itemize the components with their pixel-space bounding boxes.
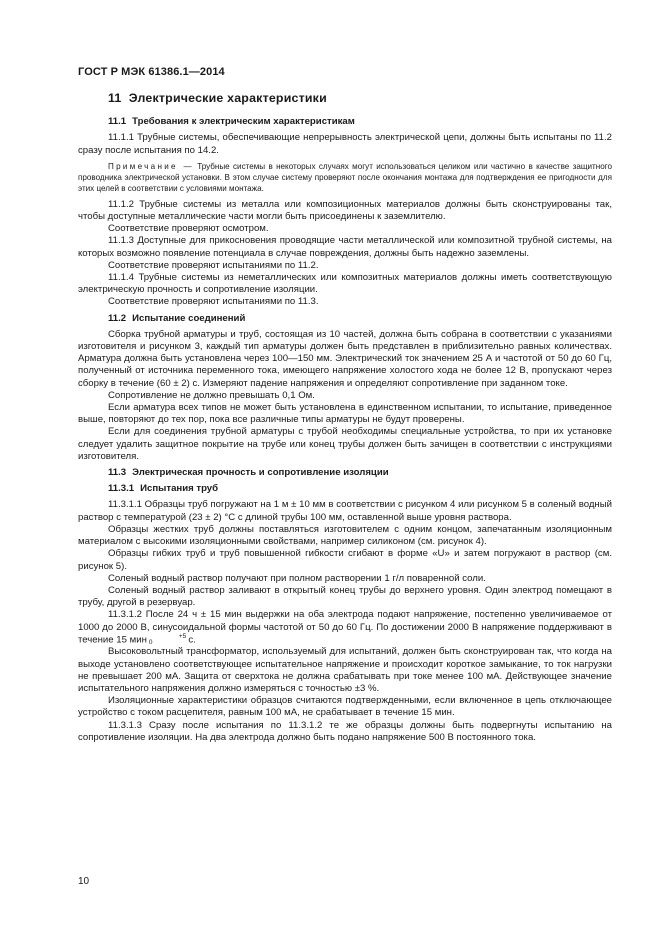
note-text: Трубные системы в некоторых случаях могут использоваться целиком или частично в качестве защитного проводника электрической установки. В этом случае систему проверяют после окончания монтажа для подтверждения ее пригодности для этих целей в соответствии с условиями монтажа. xyxy=(78,161,612,193)
paragraph-11-2-4: Если для соединения трубной арматуры с трубой необходимы специальные устройства, то при их установке следует удалить защитное покрытие на трубе или конец трубы должен быть зачищен в соответствии с инструкциями изготовителя. xyxy=(78,426,612,462)
paragraph-11-1-1: 11.1.1 Трубные системы, обеспечивающие непрерывность электрической цепи, должны быть испытаны по 11.2 сразу после испытания по 14.2. xyxy=(78,132,612,156)
paragraph-11-1-3: 11.1.3 Доступные для прикосновения проводящие части металлической или композитной трубной системы, на которых возможно появление потенциала в случае повреждения, должны быть надежно заземлены. xyxy=(78,235,612,259)
paragraph-11-2-1: Сборка трубной арматуры и труб, состоящая из 10 частей, должна быть собрана в соответствии с указаниями изготовителя и рисунком 3, каждый тип арматуры должен быть представлен в приблизительно равных количествах. Арматура должна быть установлена через 100—150 мм. Электрический ток значением 25 А и частотой от 50 до 60 Гц, полученный от источника переменного тока, имеющего напряжение холостого хода не более 12 В, пропускают через сборку в течение (60 ± 2) с. Измеряют падение напряжения и определяют сопротивление при заданном токе. xyxy=(78,328,612,389)
paragraph-11-2-3: Если арматура всех типов не может быть установлена в единственном испытании, то испытание, приведенное выше, повторяют до тех пор, пока все различные типы арматуры не будут проверены. xyxy=(78,402,612,426)
subsection-heading-11-1 xyxy=(78,116,612,128)
subsection-title: Требования к электрическим характеристикам xyxy=(132,116,355,128)
section-title: Электрические характеристики xyxy=(128,91,327,105)
subsection-number: 11.2 xyxy=(108,312,127,324)
subsection-heading-11-3-1 xyxy=(78,483,612,495)
subsection-heading-11-3 xyxy=(78,467,612,479)
subsection-title: Испытания труб xyxy=(140,483,219,495)
subsection-heading-11-2 xyxy=(78,313,612,325)
time-tolerance xyxy=(149,634,186,646)
paragraph-11-2-2: Сопротивление не должно превышать 0,1 Ом. xyxy=(108,389,315,401)
paragraph-rigid-tubes: Образцы жестких труб должны поставляться изготовителем с одним концом, запечатанным изоляционным материалом с высокими изоляционными свойствами, например силиконом (см. рисунок 4). xyxy=(78,523,612,548)
paragraph-insulation: Изоляционные характеристики образцов считаются подтвержденными, если включенное в цепь отключающее устройство с током расцепителя, равным 100 мА, не срабатывает в течение 15 мин. xyxy=(78,695,612,719)
note xyxy=(78,161,612,194)
paragraph-11-1-4: 11.1.4 Трубные системы из неметаллических или композитных материалов должны иметь соответствующую электрическую прочность и сопротивление изоляции. xyxy=(78,272,612,296)
tolerance-lower: 0 xyxy=(148,638,153,646)
tolerance-upper: +5 xyxy=(178,632,187,640)
page-number: 10 xyxy=(78,876,90,887)
paragraph-compliance-2: Соответствие проверяют испытаниями по 11.2. xyxy=(108,259,319,271)
subsection-number: 11.3.1 xyxy=(108,483,135,495)
paragraph-text-end: с. xyxy=(188,634,196,646)
paragraph-flexible-tubes: Образцы гибких труб и труб повышенной гибкости сгибают в форме «U» и затем погружают в раствор (см. рисунок 5). xyxy=(78,548,612,572)
note-lead: Примечание — xyxy=(108,161,194,171)
subsection-title: Электрическая прочность и сопротивление изоляции xyxy=(132,467,389,479)
paragraph-11-3-1-3: 11.3.1.3 Сразу после испытания по 11.3.1.2 те же образцы должны быть подвергнуты испытанию на сопротивление изоляции. На два электрода должно быть подано напряжение 500 В постоянного тока. xyxy=(78,719,612,743)
paragraph-compliance-3: Соответствие проверяют испытаниями по 11.3. xyxy=(108,296,319,308)
paragraph-11-3-1-1: 11.3.1.1 Образцы труб погружают на 1 м ± 10 мм в соответствии с рисунком 4 или рисунком 5 в соленый водный раствор с температурой (23 ± 2) °С с длиной трубы 100 мм, оставленной выше уровня раствора. xyxy=(78,499,612,523)
paragraph-electrodes: Соленый водный раствор заливают в открытый конец трубы до верхнего уровня. Один электрод помещают в трубу, другой в резервуар. xyxy=(78,584,612,609)
document-body xyxy=(78,92,612,744)
paragraph-solution: Соленый водный раствор получают при полном растворении 1 г/л поваренной соли. xyxy=(108,572,486,584)
section-number: 11 xyxy=(108,91,122,105)
subsection-number: 11.3 xyxy=(108,467,127,479)
section-heading xyxy=(108,92,612,104)
paragraph-11-1-2: 11.1.2 Трубные системы из металла или композиционных материалов должны быть сконструированы так, чтобы доступные металлические части могли быть присоединены к заземлителю. xyxy=(78,198,612,223)
paragraph-text: 11.3.1.2 После 24 ч ± 15 мин выдержки на оба электрода подают напряжение, постепенно увеличиваемое от 1000 до 2000 В, синусоидальной формы частотой от 50 до 60 Гц. По достижении 2000 В напряжение поддерживают в течение 15 мин xyxy=(78,609,612,646)
subsection-title: Испытание соединений xyxy=(132,312,246,324)
subsection-number: 11.1 xyxy=(108,116,127,128)
paragraph-11-3-1-2 xyxy=(78,609,612,646)
paragraph-transformer: Высоковольтный трансформатор, используемый для испытаний, должен быть сконструирован так, что когда на выходе установлено соответствующее испытательное напряжение и происходит короткое замыкание, то ток нагрузки не превышает 200 мА. Защита от сверхтока не должна срабатывать при токе менее 100 мА. Действующее значение испытательного напряжения должно измеряться с точностью ±3 %. xyxy=(78,646,612,695)
standard-header: ГОСТ Р МЭК 61386.1—2014 xyxy=(78,66,225,78)
paragraph-compliance-1: Соответствие проверяют осмотром. xyxy=(108,223,269,235)
